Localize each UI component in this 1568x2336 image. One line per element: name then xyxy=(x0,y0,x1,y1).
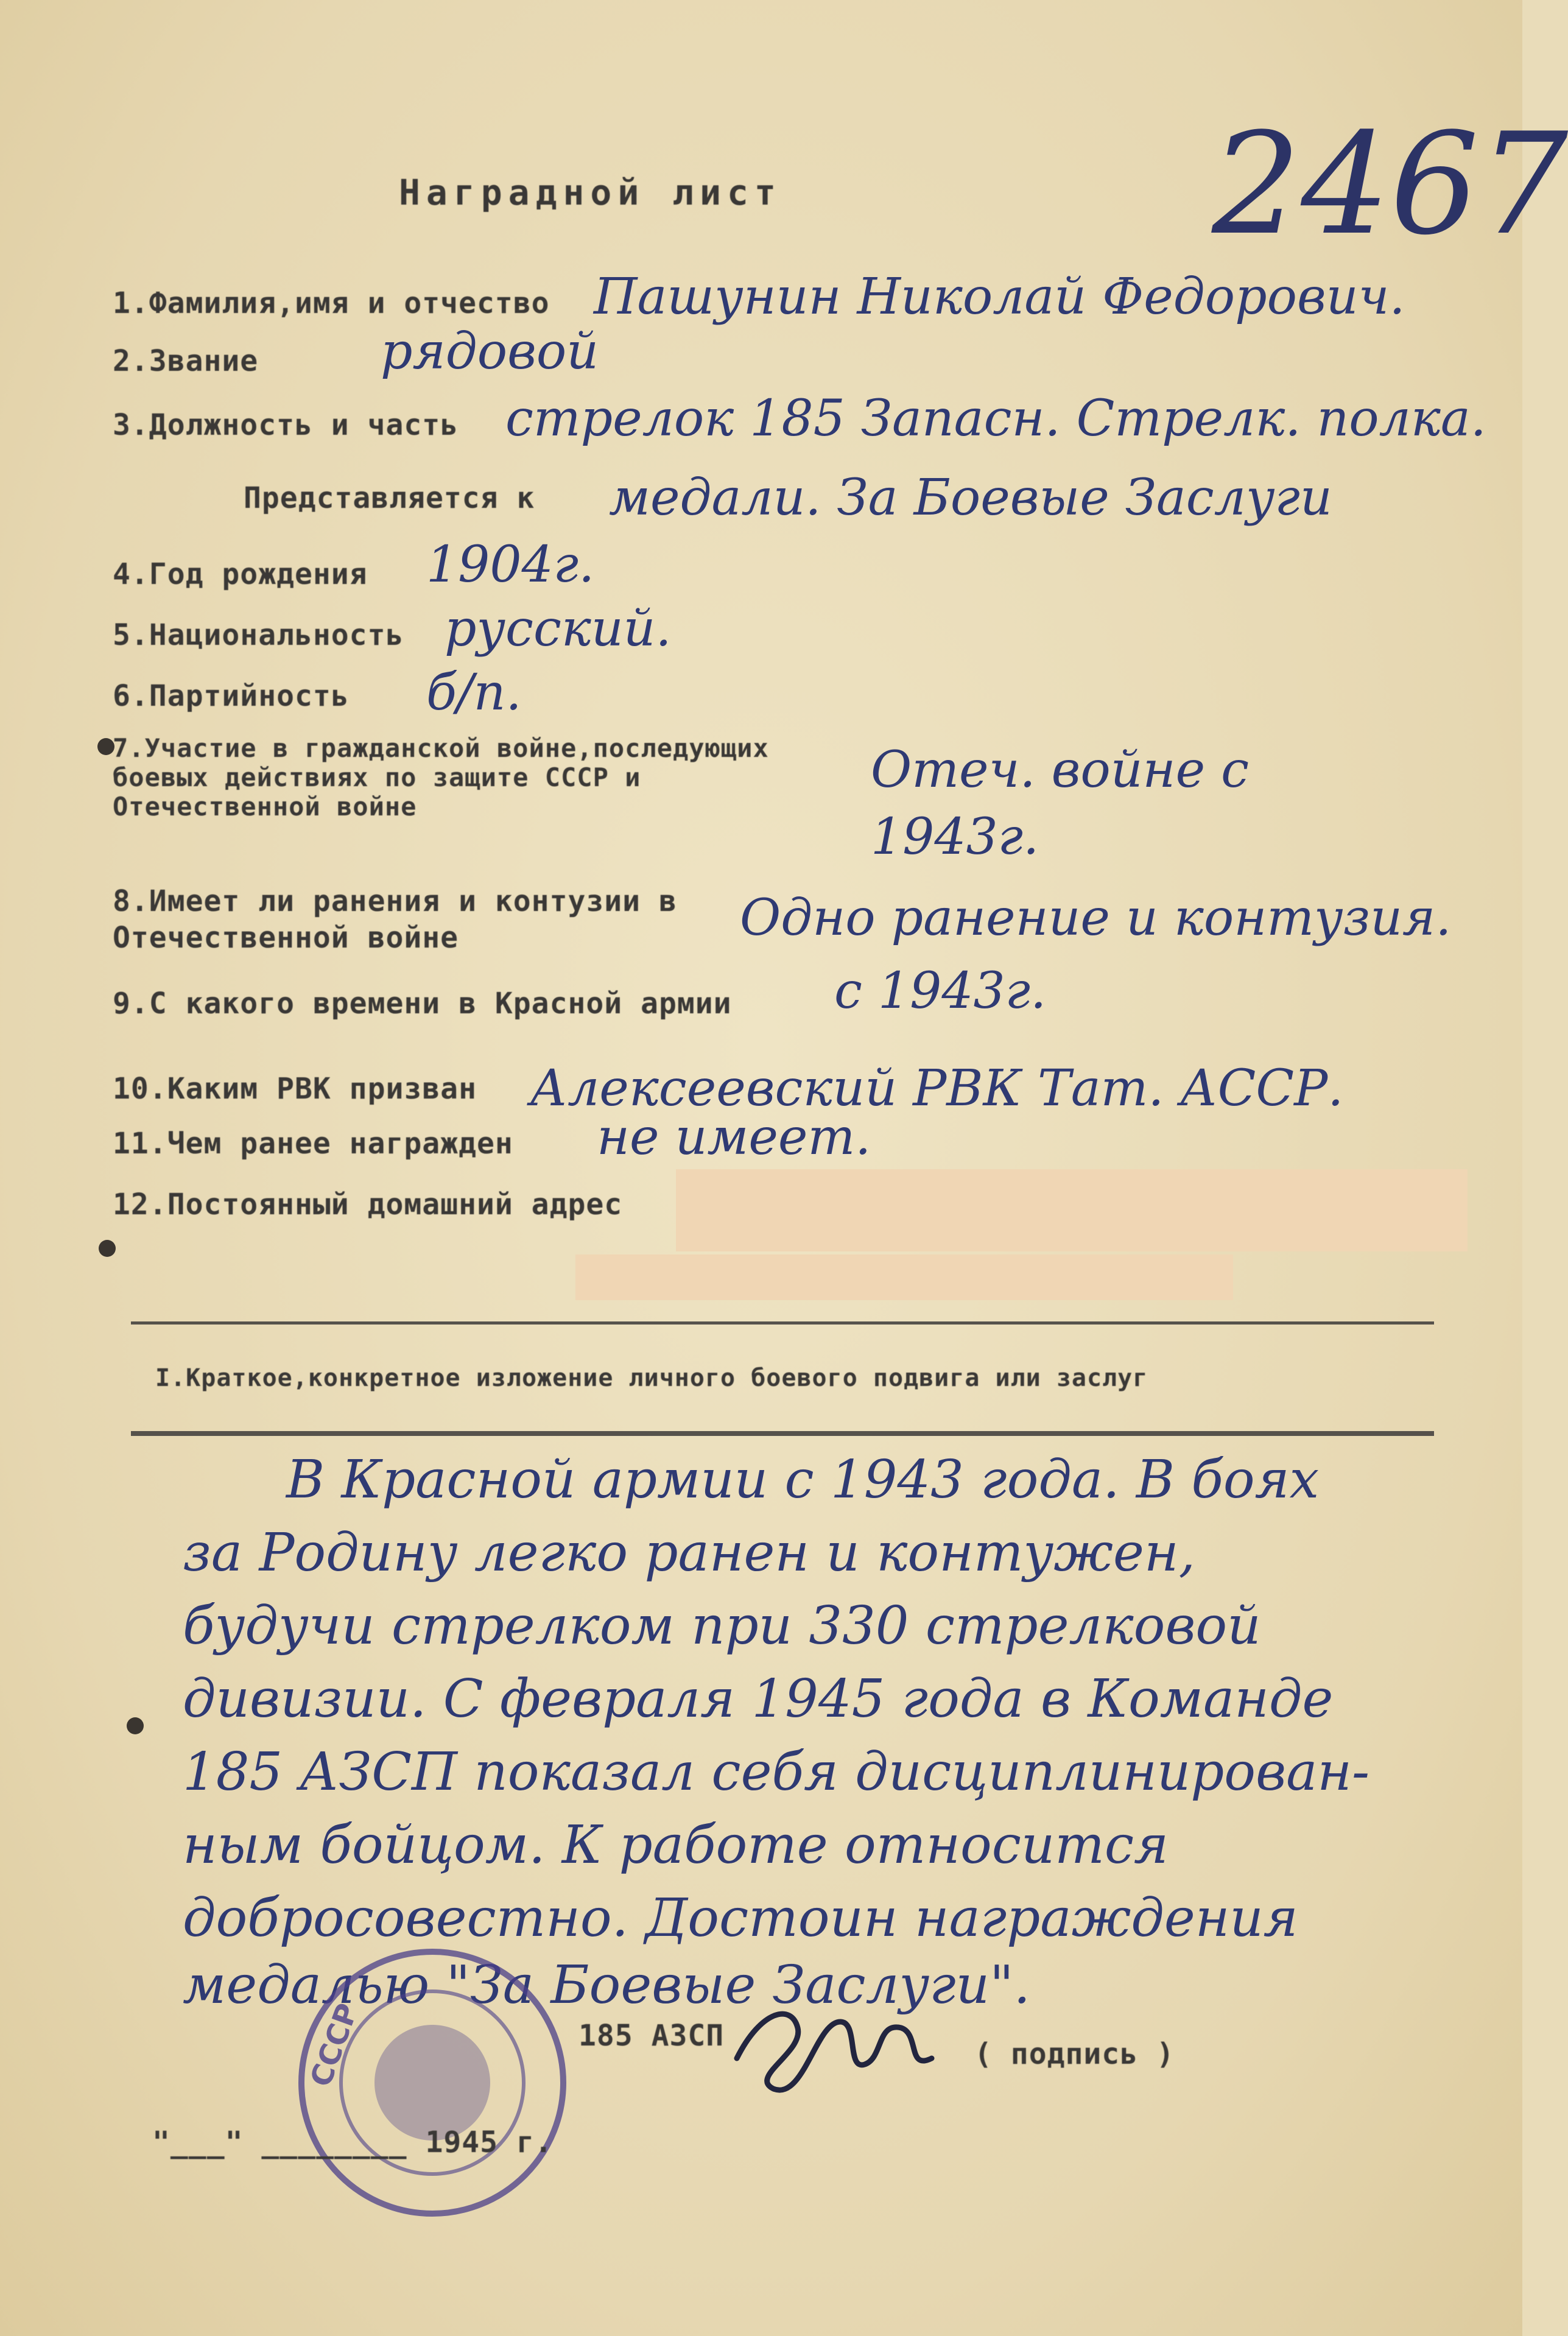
divider xyxy=(131,1431,1434,1436)
redacted-address xyxy=(676,1169,1468,1251)
signature-name-placeholder: ( подпись ) xyxy=(974,2037,1175,2071)
field-label-wounds: 8.Имеет ли ранения и контузии в Отечественной войне xyxy=(113,884,677,955)
field-label-birth-year: 4.Год рождения xyxy=(113,557,368,591)
field-value-wounds: Одно ранение и контузия. xyxy=(740,889,1452,947)
narrative-line: 185 АЗСП показал себя дисциплинирован- xyxy=(183,1742,1370,1803)
field-label-party: 6.Партийность xyxy=(113,679,350,713)
field-label-award: Представляется к xyxy=(244,481,535,515)
signature-date: "___" ________ 1945 г. xyxy=(152,2125,553,2159)
official-stamp xyxy=(286,1937,578,2229)
redacted-address-line-2 xyxy=(575,1254,1233,1300)
page-title: Наградной лист xyxy=(399,172,782,213)
field-value-army-since: с 1943г. xyxy=(834,962,1047,1020)
narrative-line: дивизии. С февраля 1945 года в Команде xyxy=(183,1669,1334,1729)
stamp-text: СССР xyxy=(303,1999,365,2092)
signature-unit: 185 АЗСП xyxy=(578,2019,725,2053)
handwritten-signature xyxy=(725,1985,956,2101)
narrative-line: будучи стрелком при 330 стрелковой xyxy=(183,1595,1261,1656)
narrative-line: медалью "За Боевые Заслуги". xyxy=(183,1955,1030,2016)
field-value-position: стрелок 185 Запасн. Стрелк. полка. xyxy=(505,390,1486,448)
narrative-line: за Родину легко ранен и контужен, xyxy=(183,1522,1195,1583)
field-value-name: Пашунин Николай Федорович. xyxy=(594,268,1405,326)
field-label-previous-awards: 11.Чем ранее награжден xyxy=(113,1127,513,1161)
field-label-home-address: 12.Постоянный домашний адрес xyxy=(113,1187,623,1222)
field-value-previous-awards: не имеет. xyxy=(597,1108,871,1166)
field-label-rank: 2.Звание xyxy=(113,344,259,378)
field-value-birth-year: 1904г. xyxy=(426,536,595,594)
punch-hole xyxy=(127,1717,144,1734)
field-value-award: медали. За Боевые Заслуги xyxy=(609,469,1332,527)
punch-hole xyxy=(97,738,114,755)
field-label-position: 3.Должность и часть xyxy=(113,408,459,442)
section-heading: I.Краткое,конкретное изложение личного боевого подвига или заслуг xyxy=(155,1364,1148,1392)
field-value-nationality: русский. xyxy=(445,600,672,658)
field-label-nationality: 5.Национальность xyxy=(113,618,404,652)
document-number: 2467 xyxy=(1212,104,1568,266)
narrative-line: добросовестно. Достоин награждения xyxy=(183,1888,1298,1949)
field-label-war-participation: 7.Участие в гражданской войне,последующих боевых действиях по защите СССР и Отечественной войне xyxy=(113,733,769,821)
narrative-line: ным бойцом. К работе относится xyxy=(183,1815,1169,1876)
divider xyxy=(131,1321,1434,1325)
field-label-army-since: 9.С какого времени в Красной армии xyxy=(113,987,732,1021)
punch-hole xyxy=(99,1240,116,1257)
field-value-rank: рядовой xyxy=(381,323,599,381)
field-value-war-participation: Отеч. войне с 1943г. xyxy=(871,741,1250,866)
field-label-draft-office: 10.Каким РВК призван xyxy=(113,1072,477,1106)
narrative-line: В Красной армии с 1943 года. В боях xyxy=(286,1449,1320,1510)
field-value-draft-office: Алексеевский РВК Тат. АССР. xyxy=(530,1060,1344,1117)
field-label-name: 1.Фамилия,имя и отчество xyxy=(113,286,550,320)
field-value-party: б/п. xyxy=(426,664,522,722)
